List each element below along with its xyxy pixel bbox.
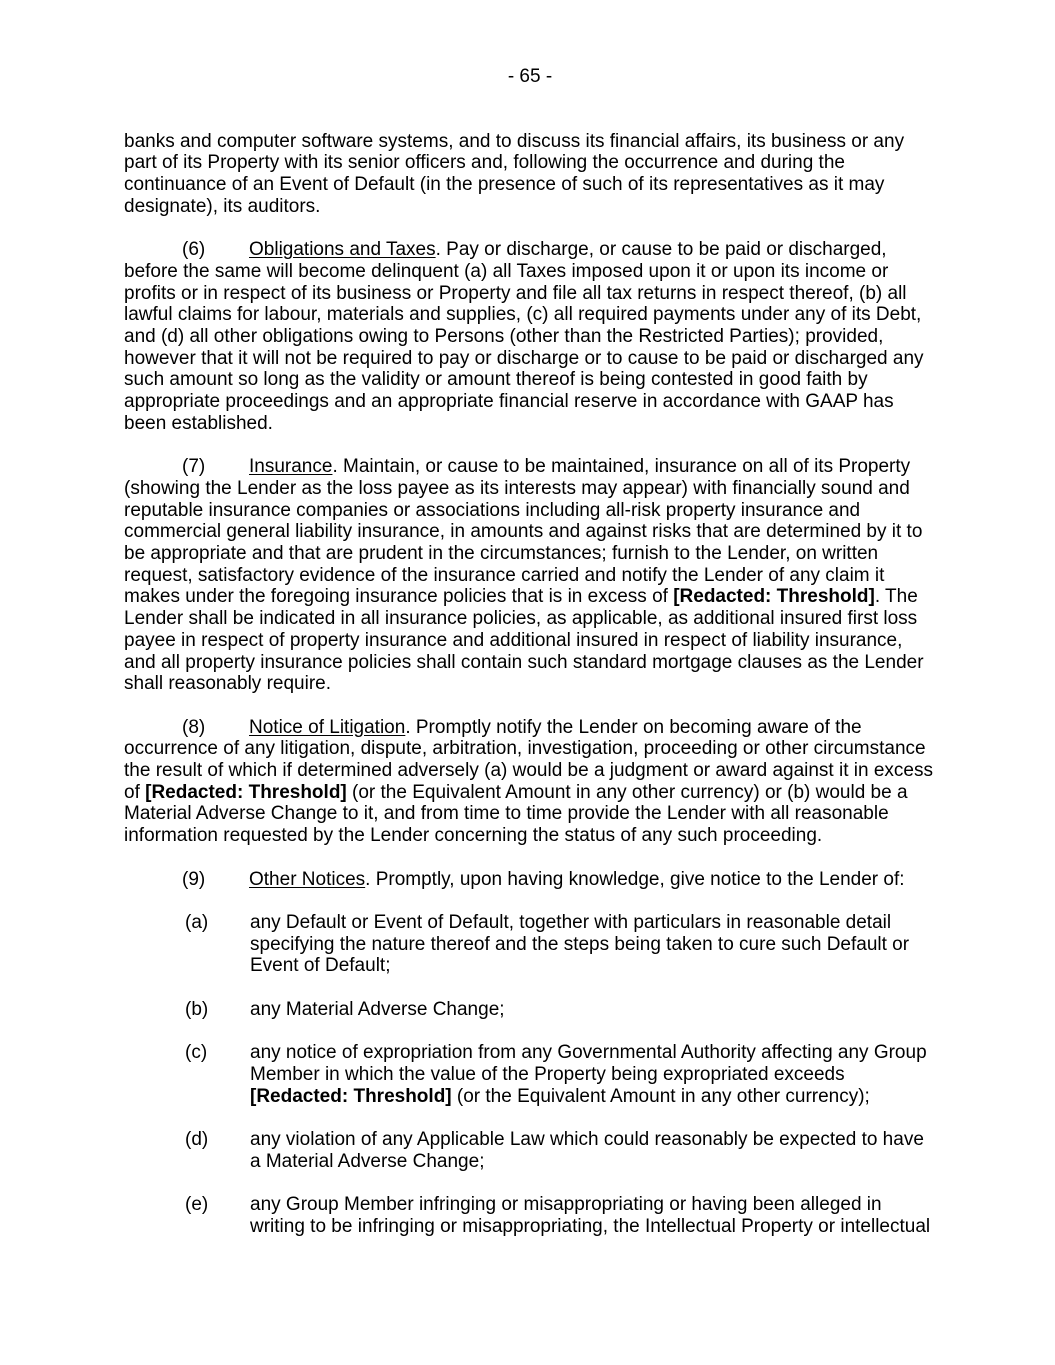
list-item-c-text-after: (or the Equivalent Amount in any other currency);	[451, 1085, 870, 1107]
paragraph-7-heading: Insurance	[249, 456, 333, 478]
paragraph-8-heading: Notice of Litigation	[249, 716, 406, 738]
page-number: - 65 -	[507, 66, 553, 87]
list-item-b	[185, 999, 936, 1021]
paragraph-6-body: . Pay or discharge, or cause to be paid or discharged, before the same will become delinquent (a) all Taxes imposed upon it or upon its income or profits or in respect of its business or Property and file all tax returns in respect thereof, (b) all lawful claims for labour, materials and supplies, (c) all required payments under any of its Debt, and (d) all other obligations owing to Persons (other than the Restricted Parties); provided, however that it will not be required to pay or discharge or to cause to be paid or discharged any such amount so long as the validity or amount thereof is being contested in good faith by appropriate proceedings and an appropriate financial reserve in accordance with GAAP has been established.	[124, 239, 924, 434]
paragraph-8-body-after: (or the Equivalent Amount in any other currency) or (b) would be a Material Adverse Change to it, and from time to time provide the Lender with all reasonable information requested by the Lender concerning the status of any such proceeding.	[124, 781, 908, 847]
list-item-d	[185, 1129, 936, 1172]
list-item-c-text	[250, 1042, 936, 1107]
list-item-d-label: (d)	[185, 1128, 209, 1150]
paragraph-7-body-before: . Maintain, or cause to be maintained, insurance on all of its Property (showing the Lender as the loss payee as its interests may appear) with financially sound and reputable insurance companies or associations including all-risk property insurance and commercial general liability insurance, in amounts and against risks that are determined by it to be appropriate and that are prudent in the circumstances; furnish to the Lender, on written request, satisfactory evidence of the insurance carried and notify the Lender of any claim it makes under the foregoing insurance policies that is in excess of	[124, 456, 923, 608]
paragraph-8-body-before: . Promptly notify the Lender on becoming aware of the occurrence of any litigation, dispute, arbitration, investigation, proceeding or other circumstance the result of which if determined adversely (a) would be a judgment or award against it in excess of	[124, 716, 933, 803]
list-item-e-label: (e)	[185, 1194, 209, 1216]
redaction-threshold: [Redacted: Threshold]	[673, 586, 875, 608]
paragraph-7-insurance	[124, 456, 936, 695]
paragraph-6-obligations-and-taxes	[124, 239, 936, 434]
paragraph-8-notice-of-litigation	[124, 717, 936, 847]
paragraph-continuation	[124, 131, 936, 218]
list-item-c-label: (c)	[185, 1042, 208, 1064]
paragraph-9-heading: Other Notices	[249, 868, 366, 890]
paragraph-6-heading: Obligations and Taxes	[249, 239, 436, 261]
paragraph-7-number: (7)	[182, 456, 206, 478]
list-item-e	[185, 1194, 936, 1237]
list-item-e-text: any Group Member infringing or misappropriating or having been alleged in writing to be infringing or misappropriating, the Intellectual Property or intellectual	[250, 1194, 931, 1237]
list-item-b-text: any Material Adverse Change;	[250, 998, 505, 1020]
list-item-a-text: any Default or Event of Default, together with particulars in reasonable detail specifying the nature thereof and the steps being taken to cure such Default or Event of Default;	[250, 911, 910, 977]
paragraph-9-number: (9)	[182, 868, 206, 890]
list-item-a-label: (a)	[185, 911, 209, 933]
list-item-b-label: (b)	[185, 998, 209, 1020]
list-item-c	[185, 1042, 936, 1107]
list-item-a	[185, 912, 936, 977]
paragraph-9-body: . Promptly, upon having knowledge, give notice to the Lender of:	[365, 868, 905, 890]
list-item-d-text: any violation of any Applicable Law which could reasonably be expected to have a Material Adverse Change;	[250, 1128, 924, 1172]
paragraph-continuation-text: banks and computer software systems, and to discuss its financial affairs, its business or any part of its Property with its senior officers and, following the occurrence and during the continuance of an Event of Default (in the presence of such of its representatives as it may designate), its auditors.	[124, 130, 905, 217]
paragraph-8-number: (8)	[182, 716, 206, 738]
redaction-threshold: [Redacted: Threshold]	[250, 1085, 452, 1107]
paragraph-9-other-notices	[124, 869, 936, 891]
paragraph-6-number: (6)	[182, 239, 206, 261]
list-item-c-text-before: any notice of expropriation from any Governmental Authority affecting any Group Member in which the value of the Property being expropriated exceeds	[250, 1042, 927, 1085]
redaction-threshold: [Redacted: Threshold]	[145, 781, 347, 803]
paragraph-7-body-after: . The Lender shall be indicated in all insurance policies, as applicable, as additional insured first loss payee in respect of property insurance and additional insured in respect of liability insurance, and all property insurance policies shall contain such standard mortgage clauses as the Lender shall reasonably require.	[124, 586, 924, 695]
